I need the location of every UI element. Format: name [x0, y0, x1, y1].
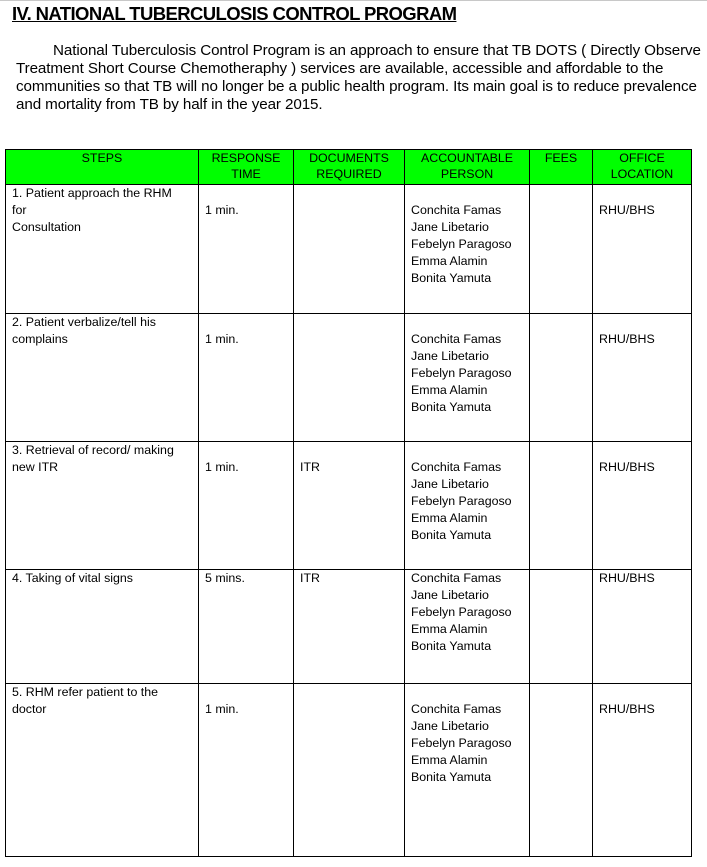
accountable-person-name: Febelyn Paragoso — [411, 366, 512, 380]
cell-office-location — [593, 684, 692, 857]
header-accountable-line2: PERSON — [440, 167, 494, 181]
header-office-line1: OFFICE — [619, 151, 665, 165]
accountable-person-name: Bonita Yamuta — [411, 271, 492, 285]
accountable-person-name: Febelyn Paragoso — [411, 736, 512, 750]
header-steps — [6, 150, 199, 185]
cell-response-time — [199, 442, 294, 570]
cell-documents-required — [294, 570, 405, 684]
accountable-person-name: Conchita Famas — [411, 571, 502, 585]
header-response-time-line2: TIME — [231, 167, 261, 181]
cell-spacer — [300, 684, 398, 701]
table-header-row — [6, 150, 692, 185]
header-office-location — [593, 150, 692, 185]
accountable-person-name: Bonita Yamuta — [411, 770, 492, 784]
cell-office-location-text: RHU/BHS — [599, 460, 655, 474]
cell-response-time — [199, 314, 294, 442]
accountable-person-name: Jane Libetario — [411, 719, 489, 733]
step-text-line: 1. Patient approach the RHM — [12, 186, 172, 200]
cell-response-time-text: 5 mins. — [205, 571, 245, 585]
accountable-person-name: Emma Alamin — [411, 753, 488, 767]
cell-documents-required — [294, 442, 405, 570]
cell-step — [6, 442, 199, 570]
header-accountable-line1: ACCOUNTABLE — [420, 151, 514, 165]
step-text-line: new ITR — [12, 460, 59, 474]
table-row — [6, 684, 692, 857]
table-row — [6, 570, 692, 684]
cell-spacer — [205, 185, 287, 202]
accountable-person-name: Bonita Yamuta — [411, 528, 492, 542]
cell-spacer — [536, 314, 586, 331]
cell-response-time-text: 1 min. — [205, 460, 239, 474]
header-response-time-line1: RESPONSE — [211, 151, 281, 165]
cell-office-location — [593, 314, 692, 442]
cell-response-time — [199, 185, 294, 314]
cell-office-location — [593, 570, 692, 684]
table-row — [6, 185, 692, 314]
header-documents-required — [294, 150, 405, 185]
cell-accountable-person — [405, 185, 530, 314]
cell-fees — [530, 684, 593, 857]
accountable-person-name: Bonita Yamuta — [411, 639, 492, 653]
cell-response-time-text: 1 min. — [205, 203, 239, 217]
header-fees — [530, 150, 593, 185]
intro-text: National Tuberculosis Control Program is an approach to ensure that TB DOTS ( Directly Observe Treatment Short Course Chemotheraphy ) services are available, accessible and affordable to the communities so that TB will no longer be a public health program. Its main goal is to reduce prevalence and mortality from TB by half in the year 2015. — [16, 42, 701, 113]
cell-accountable-person — [405, 442, 530, 570]
cell-office-location-text: RHU/BHS — [599, 203, 655, 217]
step-text-line: doctor — [12, 702, 47, 716]
accountable-person-name: Jane Libetario — [411, 349, 489, 363]
header-fees-label: FEES — [544, 151, 578, 165]
cell-accountable-person — [405, 684, 530, 857]
cell-documents-required — [294, 314, 405, 442]
accountable-person-name: Emma Alamin — [411, 383, 488, 397]
header-documents-line1: DOCUMENTS — [309, 151, 389, 165]
header-office-line2: LOCATION — [610, 167, 674, 181]
cell-response-time — [199, 684, 294, 857]
accountable-person-name: Conchita Famas — [411, 332, 502, 346]
step-text-line: complains — [12, 332, 68, 346]
section-title: IV. NATIONAL TUBERCULOSIS CONTROL PROGRAM — [12, 3, 457, 24]
accountable-person-name: Febelyn Paragoso — [411, 494, 512, 508]
accountable-person-name: Emma Alamin — [411, 254, 488, 268]
cell-office-location — [593, 442, 692, 570]
cell-spacer — [205, 442, 287, 459]
header-response-time — [199, 150, 294, 185]
accountable-person-name: Conchita Famas — [411, 203, 502, 217]
cell-spacer — [205, 314, 287, 331]
page-top-border — [0, 0, 707, 1]
accountable-person-name: Jane Libetario — [411, 588, 489, 602]
step-text-line: Consultation — [12, 220, 81, 234]
step-text-line: 3. Retrieval of record/ making — [12, 443, 174, 457]
cell-spacer — [599, 442, 685, 459]
cell-accountable-person — [405, 570, 530, 684]
cell-response-time-text: 1 min. — [205, 702, 239, 716]
step-text-line: 4. Taking of vital signs — [12, 571, 133, 585]
cell-spacer — [536, 684, 586, 701]
cell-spacer — [411, 185, 523, 202]
cell-office-location-text: RHU/BHS — [599, 332, 655, 346]
step-text-line: 2. Patient verbalize/tell his — [12, 315, 156, 329]
accountable-person-name: Jane Libetario — [411, 220, 489, 234]
cell-spacer — [411, 684, 523, 701]
cell-spacer — [411, 314, 523, 331]
cell-spacer — [300, 185, 398, 202]
accountable-person-name: Emma Alamin — [411, 511, 488, 525]
cell-documents-required — [294, 684, 405, 857]
cell-spacer — [599, 314, 685, 331]
cell-office-location-text: RHU/BHS — [599, 571, 655, 585]
cell-office-location-text: RHU/BHS — [599, 702, 655, 716]
cell-spacer — [536, 185, 586, 202]
step-text-line: 5. RHM refer patient to the — [12, 685, 159, 699]
accountable-person-name: Emma Alamin — [411, 622, 488, 636]
cell-fees — [530, 314, 593, 442]
cell-fees — [530, 442, 593, 570]
cell-spacer — [205, 684, 287, 701]
cell-spacer — [599, 684, 685, 701]
cell-spacer — [300, 314, 398, 331]
cell-documents-required — [294, 185, 405, 314]
process-table — [5, 149, 692, 857]
table-row — [6, 442, 692, 570]
cell-response-time — [199, 570, 294, 684]
cell-response-time-text: 1 min. — [205, 332, 239, 346]
cell-office-location — [593, 185, 692, 314]
accountable-person-name: Bonita Yamuta — [411, 400, 492, 414]
cell-documents-required-text: ITR — [300, 460, 320, 474]
header-steps-label: STEPS — [81, 151, 123, 165]
cell-step — [6, 314, 199, 442]
cell-documents-required-text: ITR — [300, 571, 320, 585]
header-accountable-person — [405, 150, 530, 185]
cell-spacer — [411, 442, 523, 459]
cell-spacer — [300, 442, 398, 459]
table-row — [6, 314, 692, 442]
accountable-person-name: Febelyn Paragoso — [411, 605, 512, 619]
accountable-person-name: Conchita Famas — [411, 460, 502, 474]
accountable-person-name: Jane Libetario — [411, 477, 489, 491]
header-documents-line2: REQUIRED — [316, 167, 382, 181]
cell-step — [6, 185, 199, 314]
cell-fees — [530, 570, 593, 684]
accountable-person-name: Febelyn Paragoso — [411, 237, 512, 251]
cell-spacer — [536, 442, 586, 459]
cell-fees — [530, 185, 593, 314]
cell-step — [6, 570, 199, 684]
accountable-person-name: Conchita Famas — [411, 702, 502, 716]
intro-paragraph — [16, 42, 706, 114]
cell-accountable-person — [405, 314, 530, 442]
cell-step — [6, 684, 199, 857]
step-text-line: for — [12, 203, 27, 217]
cell-spacer — [599, 185, 685, 202]
